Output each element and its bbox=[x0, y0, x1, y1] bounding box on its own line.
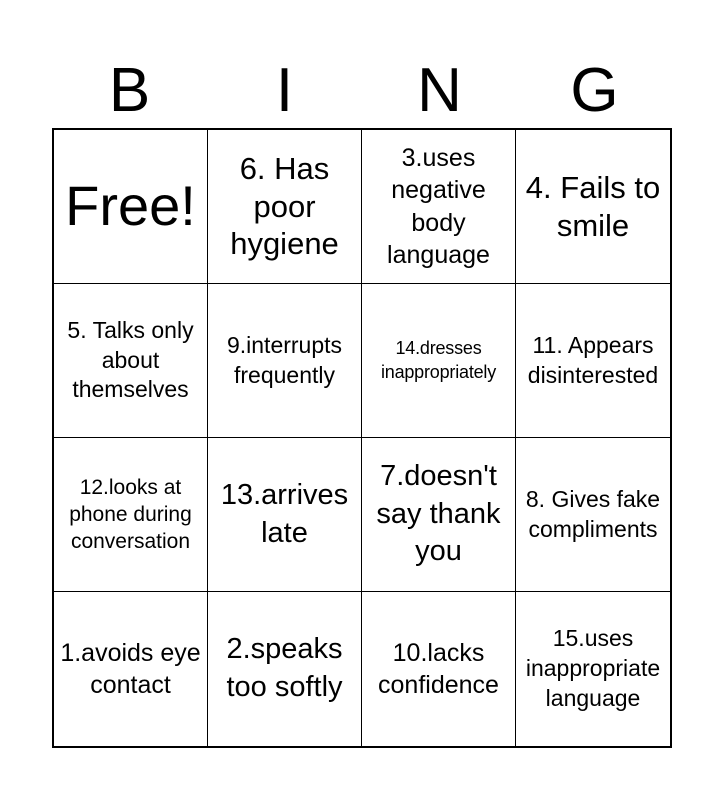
bingo-board bbox=[52, 128, 672, 748]
bingo-cell-free[interactable] bbox=[54, 130, 208, 284]
bingo-cell-text: Free! bbox=[65, 174, 196, 238]
bingo-cell-text: 13.arrives late bbox=[220, 478, 349, 549]
bingo-cell-text: 5. Talks only about themselves bbox=[67, 316, 194, 403]
bingo-cell-text: 4. Fails to smile bbox=[525, 169, 661, 243]
bingo-header bbox=[52, 55, 672, 127]
bingo-cell[interactable] bbox=[516, 438, 670, 592]
header-letter-g: G bbox=[570, 56, 619, 125]
bingo-cell-text: 7.doesn't say thank you bbox=[376, 459, 501, 568]
bingo-cell-text: 12.looks at phone during conversation bbox=[69, 475, 192, 554]
bingo-cell[interactable] bbox=[54, 284, 208, 438]
bingo-cell[interactable] bbox=[208, 130, 362, 284]
bingo-cell[interactable] bbox=[516, 592, 670, 746]
bingo-cell[interactable] bbox=[362, 130, 516, 284]
header-letter-b: B bbox=[108, 56, 151, 125]
bingo-cell[interactable] bbox=[516, 130, 670, 284]
bingo-cell-text: 11. Appears disinterested bbox=[527, 331, 659, 388]
bingo-cell-text: 1.avoids eye contact bbox=[60, 638, 201, 699]
bingo-cell-text: 8. Gives fake compliments bbox=[525, 485, 661, 542]
bingo-cell-text: 15.uses inappropriate language bbox=[525, 625, 661, 711]
bingo-cell[interactable] bbox=[516, 284, 670, 438]
header-letter-i: I bbox=[275, 56, 294, 125]
bingo-cell[interactable] bbox=[362, 438, 516, 592]
bingo-cell-text: 9.interrupts frequently bbox=[226, 331, 343, 388]
bingo-cell-text: 6. Has poor hygiene bbox=[230, 150, 339, 262]
header-letter-n: N bbox=[417, 56, 462, 125]
bingo-cell[interactable] bbox=[54, 592, 208, 746]
bingo-cell[interactable] bbox=[362, 592, 516, 746]
bingo-cell[interactable] bbox=[208, 592, 362, 746]
bingo-cell[interactable] bbox=[208, 284, 362, 438]
bingo-cell[interactable] bbox=[208, 438, 362, 592]
bingo-cell[interactable] bbox=[362, 284, 516, 438]
bingo-cell[interactable] bbox=[54, 438, 208, 592]
bingo-cell-text: 2.speaks too softly bbox=[226, 633, 343, 703]
bingo-cell-text: 10.lacks confidence bbox=[378, 638, 499, 699]
bingo-cell-text: 3.uses negative body language bbox=[387, 143, 490, 269]
bingo-cell-text: 14.dresses inappropriately bbox=[380, 338, 497, 382]
